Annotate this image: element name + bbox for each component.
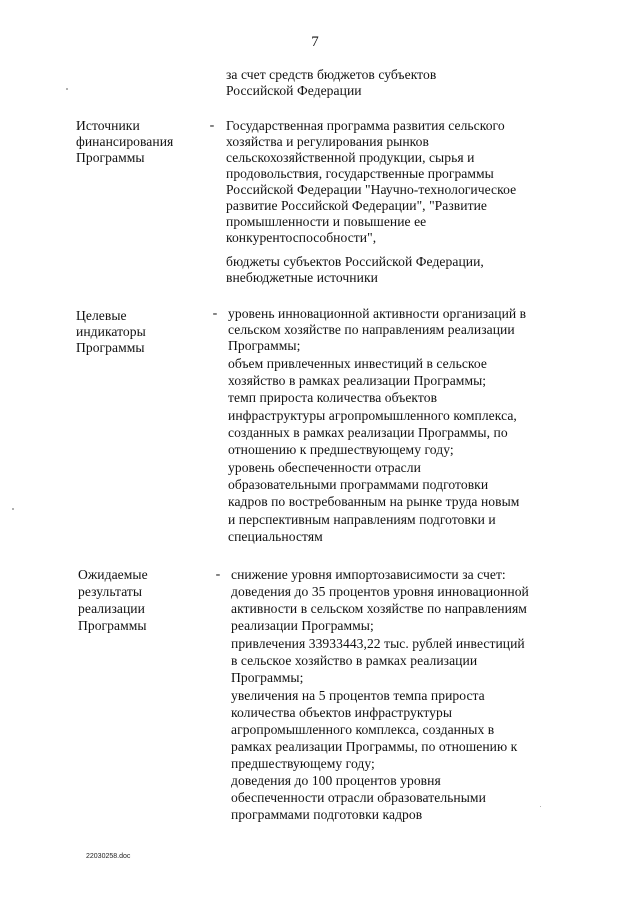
footer-file-code: 22030258.doc xyxy=(86,853,131,860)
section-value-line: Программы; xyxy=(228,338,301,353)
section-dash: - xyxy=(212,306,218,321)
section-value-line: реализации Программы; xyxy=(231,618,374,633)
section-value-line: внебюджетные источники xyxy=(226,270,378,285)
section-value-line: количества объектов инфраструктуры xyxy=(231,705,453,720)
section-value-line: сельскохозяйственной продукции, сырья и xyxy=(226,150,475,165)
intro-line: за счет средств бюджетов субъектов xyxy=(226,67,437,82)
section-label-line: реализации xyxy=(78,601,145,616)
section-value-line: промышленности и повышение ее xyxy=(226,214,427,229)
section-label-line: финансирования xyxy=(76,134,174,149)
section-value-line: доведения до 35 процентов уровня инновационной xyxy=(231,584,529,599)
section-label-line: Программы xyxy=(78,618,147,633)
section-value-line: и перспективным направлениям подготовки и xyxy=(228,512,496,527)
section-value-line: отношению к предшествующему году; xyxy=(228,442,454,457)
section-value-line: сельском хозяйстве по направлениям реализации xyxy=(228,322,515,337)
section-value-line: хозяйство в рамках реализации Программы; xyxy=(228,373,487,388)
section-value-line: специальностям xyxy=(228,529,323,544)
section-label-line: Целевые xyxy=(76,308,127,323)
section-value-line: агропромышленного комплекса, созданных в xyxy=(231,722,495,737)
section-label-line: индикаторы xyxy=(76,324,146,339)
section-dash: - xyxy=(209,118,215,133)
scan-speck xyxy=(66,88,68,90)
section-value-line: Программы; xyxy=(231,670,304,685)
section-label-line: результаты xyxy=(78,584,143,599)
section-value-line: темп прироста количества объектов xyxy=(228,390,438,405)
section-label-line: Ожидаемые xyxy=(78,567,148,582)
intro-line: Российской Федерации xyxy=(226,83,362,98)
section-value-line: Российской Федерации "Научно-технологическое xyxy=(226,182,517,197)
section-value-line: образовательными программами подготовки xyxy=(228,477,489,492)
section-value-line: созданных в рамках реализации Программы, по xyxy=(228,425,508,440)
section-value-line: снижение уровня импортозависимости за счет: xyxy=(231,567,506,582)
section-label-line: Программы xyxy=(76,150,145,165)
section-value-line: в сельское хозяйство в рамках реализации xyxy=(231,653,478,668)
section-value-line: привлечения 33933443,22 тыс. рублей инвестиций xyxy=(231,636,525,651)
section-value-line: программами подготовки кадров xyxy=(231,807,423,822)
section-value-line: кадров по востребованным на рынке труда новым xyxy=(228,494,520,509)
section-value-line: конкурентоспособности", xyxy=(226,230,377,245)
section-label-line: Программы xyxy=(76,340,145,355)
section-value-line: доведения до 100 процентов уровня xyxy=(231,773,441,788)
section-value-line: уровень обеспеченности отрасли xyxy=(228,460,421,475)
page-number: 7 xyxy=(311,34,319,50)
section-value-line: Государственная программа развития сельского xyxy=(226,118,505,133)
section-value-line: развитие Российской Федерации", "Развитие xyxy=(226,198,487,213)
section-dash: - xyxy=(215,567,221,582)
scan-speck xyxy=(540,806,541,807)
section-value-line: инфраструктуры агропромышленного комплекса, xyxy=(228,408,517,423)
section-value-line: уровень инновационной активности организаций в xyxy=(228,306,527,321)
section-value-line: рамках реализации Программы, по отношению к xyxy=(231,739,518,754)
section-value-line: обеспеченности отрасли образовательными xyxy=(231,790,486,805)
section-value-line: продовольствия, государственные программы xyxy=(226,166,494,181)
section-value-line: бюджеты субъектов Российской Федерации, xyxy=(226,254,484,269)
section-value-line: активности в сельском хозяйстве по направлениям xyxy=(231,601,527,616)
section-value-line: предшествующему году; xyxy=(231,756,375,771)
scan-speck xyxy=(12,508,14,510)
section-value-line: объем привлеченных инвестиций в сельское xyxy=(228,356,487,371)
section-value-line: увеличения на 5 процентов темпа прироста xyxy=(231,688,485,703)
section-value-line: хозяйства и регулирования рынков xyxy=(226,134,429,149)
section-label-line: Источники xyxy=(76,118,140,133)
